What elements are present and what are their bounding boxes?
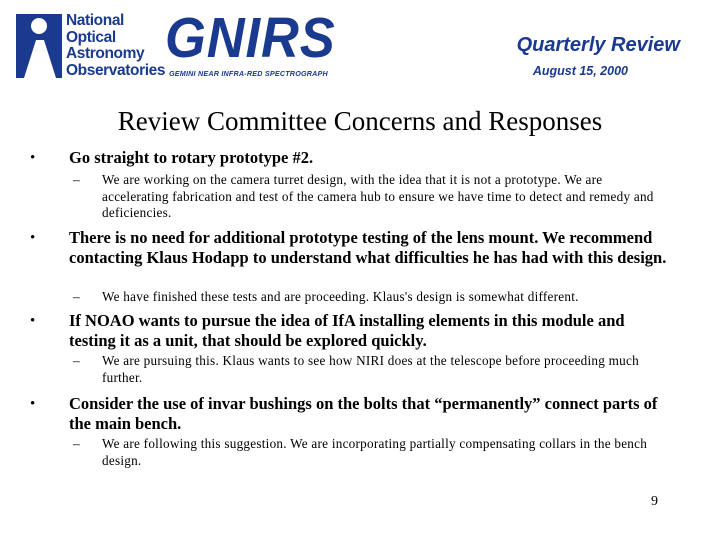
concern-text: Go straight to rotary prototype #2. bbox=[69, 148, 314, 167]
header-date: August 15, 2000 bbox=[532, 64, 628, 78]
noao-line: National bbox=[66, 12, 124, 29]
header-title: Quarterly Review bbox=[516, 34, 680, 56]
noao-line: Observatories bbox=[66, 61, 166, 79]
response-marker: – bbox=[73, 353, 80, 368]
bullet-marker: • bbox=[30, 150, 36, 166]
noao-wordmark bbox=[66, 13, 165, 79]
response-text: We have finished these tests and are proceeding. Klaus's design is somewhat different. bbox=[102, 289, 579, 304]
response-marker: – bbox=[73, 289, 80, 304]
slide-title: Review Committee Concerns and Responses bbox=[117, 106, 603, 136]
concern-text: If NOAO wants to pursue the idea of IfA installing elements in this module and testing it as a unit, that should be explored quickly. bbox=[69, 311, 625, 350]
bullet-marker: • bbox=[30, 313, 36, 329]
concern-text: Consider the use of invar bushings on the bolts that “permanently” connect parts of the main bench. bbox=[69, 394, 658, 433]
page-number: 9 bbox=[651, 494, 658, 509]
gnirs-subtitle: GEMINI NEAR INFRA-RED SPECTROGRAPH bbox=[169, 69, 328, 78]
gnirs-wordmark: GNIRS bbox=[165, 6, 336, 70]
response-marker: – bbox=[73, 172, 80, 187]
response-text: We are following this suggestion. We are incorporating partially compensating collars in the bench design. bbox=[102, 436, 648, 468]
response-marker: – bbox=[73, 436, 80, 451]
response-text: We are pursuing this. Klaus wants to see how NIRI does at the telescope before proceeding much further. bbox=[102, 353, 639, 385]
bullet-marker: • bbox=[30, 396, 36, 412]
response-text: We are working on the camera turret design, with the idea that it is not a prototype. We are accelerating fabrication and test of the camera hub to ensure we have time to detect and remedy and deficiencies. bbox=[102, 172, 654, 220]
bullet-marker: • bbox=[30, 230, 36, 246]
gnirs-logo bbox=[165, 6, 340, 82]
noao-figure-icon bbox=[16, 14, 62, 78]
noao-line: Optical bbox=[66, 28, 116, 46]
concern-text: There is no need for additional prototype testing of the lens mount. We recommend contacting Klaus Hodapp to understand what difficulties he has had with this design. bbox=[69, 228, 667, 267]
noao-line: Astronomy bbox=[66, 45, 145, 62]
noao-logo bbox=[16, 12, 166, 80]
